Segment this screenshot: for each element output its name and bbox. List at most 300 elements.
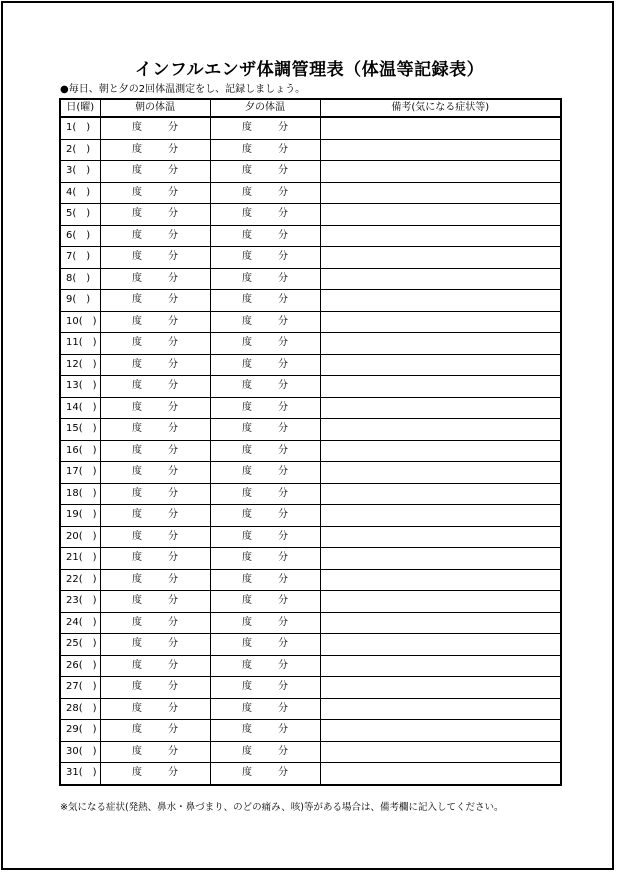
morning-temp-cell[interactable] [100, 247, 210, 269]
day-number: 5 [66, 208, 73, 220]
table-row [60, 741, 561, 763]
day-cell [60, 462, 100, 484]
day-number: 17 [66, 466, 79, 478]
weekday-blank: ( ) [78, 509, 97, 521]
day-number: 14 [66, 401, 79, 413]
morning-temp-cell[interactable] [100, 161, 210, 183]
degree-unit: 度 [132, 487, 142, 499]
table-row [60, 483, 561, 505]
notes-cell[interactable] [320, 182, 561, 204]
minute-unit: 分 [278, 595, 288, 607]
evening-temp-cell[interactable] [210, 483, 320, 505]
day-number: 11 [66, 337, 79, 349]
weekday-blank: ( ) [78, 681, 97, 693]
degree-unit: 度 [242, 659, 252, 671]
table-row [60, 247, 561, 269]
minute-unit: 分 [278, 487, 288, 499]
degree-unit: 度 [132, 294, 142, 306]
day-cell [60, 290, 100, 312]
day-cell [60, 634, 100, 656]
morning-temp-cell[interactable] [100, 354, 210, 376]
degree-unit: 度 [132, 401, 142, 413]
degree-unit: 度 [242, 552, 252, 564]
table-row [60, 462, 561, 484]
table-header-row [60, 99, 561, 117]
weekday-blank: ( ) [78, 487, 97, 499]
degree-unit: 度 [132, 638, 142, 650]
morning-temp-cell[interactable] [100, 311, 210, 333]
weekday-blank: ( ) [78, 702, 97, 714]
evening-temp-cell[interactable] [210, 139, 320, 161]
minute-unit: 分 [278, 272, 288, 284]
table-row [60, 612, 561, 634]
morning-temp-cell[interactable] [100, 591, 210, 613]
notes-cell[interactable] [320, 376, 561, 398]
minute-unit: 分 [168, 466, 178, 478]
minute-unit: 分 [278, 122, 288, 134]
weekday-blank: ( ) [78, 552, 97, 564]
degree-unit: 度 [132, 444, 142, 456]
notes-cell[interactable] [320, 483, 561, 505]
evening-temp-cell[interactable] [210, 548, 320, 570]
minute-unit: 分 [278, 466, 288, 478]
notes-cell[interactable] [320, 569, 561, 591]
degree-unit: 度 [242, 358, 252, 370]
weekday-blank: ( ) [72, 294, 91, 306]
notes-cell[interactable] [320, 419, 561, 441]
table-row [60, 440, 561, 462]
degree-unit: 度 [132, 702, 142, 714]
table-row [60, 419, 561, 441]
notes-cell[interactable] [320, 247, 561, 269]
day-cell [60, 655, 100, 677]
notes-cell[interactable] [320, 462, 561, 484]
table-row [60, 720, 561, 742]
notes-cell[interactable] [320, 505, 561, 527]
degree-unit: 度 [132, 186, 142, 198]
weekday-blank: ( ) [78, 767, 97, 779]
minute-unit: 分 [278, 358, 288, 370]
day-number: 19 [66, 509, 79, 521]
table-row [60, 548, 561, 570]
notes-cell[interactable] [320, 677, 561, 699]
notes-cell[interactable] [320, 225, 561, 247]
minute-unit: 分 [168, 767, 178, 779]
notes-cell[interactable] [320, 268, 561, 290]
evening-temp-cell[interactable] [210, 698, 320, 720]
degree-unit: 度 [242, 573, 252, 585]
day-number: 7 [66, 251, 73, 263]
footnote: ※気になる症状(発熱、鼻水・鼻づまり、のどの痛み、咳)等がある場合は、備考欄に記入してください。 [60, 802, 504, 813]
degree-unit: 度 [132, 251, 142, 263]
minute-unit: 分 [168, 229, 178, 241]
notes-cell[interactable] [320, 139, 561, 161]
degree-unit: 度 [132, 745, 142, 757]
morning-temp-cell[interactable] [100, 763, 210, 785]
day-number: 24 [66, 616, 79, 628]
minute-unit: 分 [168, 487, 178, 499]
morning-temp-cell[interactable] [100, 526, 210, 548]
minute-unit: 分 [168, 638, 178, 650]
notes-cell[interactable] [320, 204, 561, 226]
morning-temp-cell[interactable] [100, 139, 210, 161]
minute-unit: 分 [168, 272, 178, 284]
minute-unit: 分 [278, 380, 288, 392]
day-number: 12 [66, 358, 79, 370]
table-body [60, 117, 561, 785]
table-row [60, 591, 561, 613]
day-cell [60, 505, 100, 527]
degree-unit: 度 [132, 143, 142, 155]
table-row [60, 117, 561, 139]
minute-unit: 分 [168, 616, 178, 628]
day-number: 15 [66, 423, 79, 435]
day-number: 3 [66, 165, 73, 177]
weekday-blank: ( ) [78, 724, 97, 736]
day-number: 21 [66, 552, 79, 564]
notes-cell[interactable] [320, 591, 561, 613]
day-number: 2 [66, 143, 73, 155]
table-row [60, 397, 561, 419]
morning-temp-cell[interactable] [100, 720, 210, 742]
notes-cell[interactable] [320, 354, 561, 376]
minute-unit: 分 [168, 745, 178, 757]
evening-temp-cell[interactable] [210, 677, 320, 699]
evening-temp-cell[interactable] [210, 268, 320, 290]
degree-unit: 度 [242, 724, 252, 736]
minute-unit: 分 [168, 186, 178, 198]
minute-unit: 分 [168, 358, 178, 370]
day-cell [60, 419, 100, 441]
degree-unit: 度 [132, 272, 142, 284]
morning-temp-cell[interactable] [100, 182, 210, 204]
minute-unit: 分 [168, 509, 178, 521]
minute-unit: 分 [278, 208, 288, 220]
evening-temp-cell[interactable] [210, 440, 320, 462]
day-number: 20 [66, 530, 79, 542]
morning-temp-cell[interactable] [100, 505, 210, 527]
day-cell [60, 117, 100, 139]
notes-cell[interactable] [320, 311, 561, 333]
table-row [60, 526, 561, 548]
header-evening-temp: 夕の体温 [210, 99, 320, 117]
notes-cell[interactable] [320, 655, 561, 677]
table-row [60, 505, 561, 527]
evening-temp-cell[interactable] [210, 182, 320, 204]
weekday-blank: ( ) [78, 616, 97, 628]
morning-temp-cell[interactable] [100, 677, 210, 699]
notes-cell[interactable] [320, 117, 561, 139]
evening-temp-cell[interactable] [210, 569, 320, 591]
minute-unit: 分 [278, 251, 288, 263]
degree-unit: 度 [242, 423, 252, 435]
evening-temp-cell[interactable] [210, 526, 320, 548]
table-row [60, 290, 561, 312]
minute-unit: 分 [278, 702, 288, 714]
degree-unit: 度 [242, 767, 252, 779]
weekday-blank: ( ) [78, 401, 97, 413]
morning-temp-cell[interactable] [100, 204, 210, 226]
morning-temp-cell[interactable] [100, 569, 210, 591]
evening-temp-cell[interactable] [210, 591, 320, 613]
weekday-blank: ( ) [78, 745, 97, 757]
notes-cell[interactable] [320, 612, 561, 634]
notes-cell[interactable] [320, 526, 561, 548]
day-cell [60, 569, 100, 591]
table-row [60, 268, 561, 290]
minute-unit: 分 [168, 702, 178, 714]
minute-unit: 分 [168, 530, 178, 542]
weekday-blank: ( ) [78, 573, 97, 585]
table-row [60, 182, 561, 204]
minute-unit: 分 [278, 745, 288, 757]
notes-cell[interactable] [320, 290, 561, 312]
minute-unit: 分 [278, 143, 288, 155]
day-number: 6 [66, 229, 73, 241]
degree-unit: 度 [132, 767, 142, 779]
degree-unit: 度 [132, 552, 142, 564]
minute-unit: 分 [168, 595, 178, 607]
degree-unit: 度 [242, 122, 252, 134]
weekday-blank: ( ) [78, 659, 97, 671]
evening-temp-cell[interactable] [210, 117, 320, 139]
morning-temp-cell[interactable] [100, 655, 210, 677]
morning-temp-cell[interactable] [100, 440, 210, 462]
weekday-blank: ( ) [72, 272, 91, 284]
degree-unit: 度 [242, 595, 252, 607]
weekday-blank: ( ) [72, 229, 91, 241]
day-cell [60, 698, 100, 720]
day-number: 30 [66, 745, 79, 757]
day-number: 26 [66, 659, 79, 671]
table-row [60, 569, 561, 591]
minute-unit: 分 [278, 423, 288, 435]
evening-temp-cell[interactable] [210, 419, 320, 441]
day-cell [60, 526, 100, 548]
degree-unit: 度 [242, 401, 252, 413]
table-row [60, 225, 561, 247]
evening-temp-cell[interactable] [210, 612, 320, 634]
weekday-blank: ( ) [78, 358, 97, 370]
degree-unit: 度 [242, 294, 252, 306]
weekday-blank: ( ) [78, 337, 97, 349]
evening-temp-cell[interactable] [210, 397, 320, 419]
day-number: 27 [66, 681, 79, 693]
weekday-blank: ( ) [78, 530, 97, 542]
minute-unit: 分 [278, 638, 288, 650]
minute-unit: 分 [168, 143, 178, 155]
weekday-blank: ( ) [78, 444, 97, 456]
degree-unit: 度 [242, 229, 252, 241]
day-cell [60, 225, 100, 247]
evening-temp-cell[interactable] [210, 290, 320, 312]
morning-temp-cell[interactable] [100, 225, 210, 247]
morning-temp-cell[interactable] [100, 634, 210, 656]
evening-temp-cell[interactable] [210, 741, 320, 763]
notes-cell[interactable] [320, 763, 561, 785]
notes-cell[interactable] [320, 741, 561, 763]
day-cell [60, 483, 100, 505]
degree-unit: 度 [242, 315, 252, 327]
degree-unit: 度 [242, 466, 252, 478]
minute-unit: 分 [168, 251, 178, 263]
morning-temp-cell[interactable] [100, 268, 210, 290]
weekday-blank: ( ) [78, 466, 97, 478]
degree-unit: 度 [242, 337, 252, 349]
minute-unit: 分 [168, 401, 178, 413]
notes-cell[interactable] [320, 161, 561, 183]
evening-temp-cell[interactable] [210, 333, 320, 355]
minute-unit: 分 [278, 165, 288, 177]
day-number: 4 [66, 186, 73, 198]
day-cell [60, 247, 100, 269]
day-number: 28 [66, 702, 79, 714]
table-row [60, 376, 561, 398]
evening-temp-cell[interactable] [210, 376, 320, 398]
header-notes: 備考(気になる症状等) [320, 99, 561, 117]
minute-unit: 分 [278, 229, 288, 241]
weekday-blank: ( ) [78, 638, 97, 650]
morning-temp-cell[interactable] [100, 698, 210, 720]
notes-cell[interactable] [320, 397, 561, 419]
morning-temp-cell[interactable] [100, 741, 210, 763]
day-cell [60, 311, 100, 333]
day-cell [60, 548, 100, 570]
day-cell [60, 139, 100, 161]
table-row [60, 354, 561, 376]
day-cell [60, 677, 100, 699]
notes-cell[interactable] [320, 440, 561, 462]
day-number: 16 [66, 444, 79, 456]
degree-unit: 度 [132, 423, 142, 435]
evening-temp-cell[interactable] [210, 354, 320, 376]
notes-cell[interactable] [320, 333, 561, 355]
table-row [60, 634, 561, 656]
evening-temp-cell[interactable] [210, 505, 320, 527]
degree-unit: 度 [242, 208, 252, 220]
day-cell [60, 204, 100, 226]
degree-unit: 度 [132, 208, 142, 220]
degree-unit: 度 [242, 380, 252, 392]
table-row [60, 677, 561, 699]
day-cell [60, 720, 100, 742]
evening-temp-cell[interactable] [210, 763, 320, 785]
notes-cell[interactable] [320, 720, 561, 742]
minute-unit: 分 [168, 724, 178, 736]
header-day: 日(曜) [60, 99, 100, 117]
table-row [60, 333, 561, 355]
header-morning-temp: 朝の体温 [100, 99, 210, 117]
evening-temp-cell[interactable] [210, 462, 320, 484]
minute-unit: 分 [168, 380, 178, 392]
morning-temp-cell[interactable] [100, 483, 210, 505]
evening-temp-cell[interactable] [210, 247, 320, 269]
notes-cell[interactable] [320, 698, 561, 720]
minute-unit: 分 [278, 509, 288, 521]
degree-unit: 度 [242, 186, 252, 198]
minute-unit: 分 [168, 681, 178, 693]
day-cell [60, 397, 100, 419]
degree-unit: 度 [132, 380, 142, 392]
table-row [60, 204, 561, 226]
evening-temp-cell[interactable] [210, 204, 320, 226]
minute-unit: 分 [168, 423, 178, 435]
evening-temp-cell[interactable] [210, 720, 320, 742]
day-number: 25 [66, 638, 79, 650]
page-title: インフルエンザ体調管理表（体温等記録表） [134, 60, 485, 80]
day-cell [60, 741, 100, 763]
weekday-blank: ( ) [78, 315, 97, 327]
minute-unit: 分 [278, 724, 288, 736]
degree-unit: 度 [242, 530, 252, 542]
day-cell [60, 161, 100, 183]
morning-temp-cell[interactable] [100, 419, 210, 441]
day-number: 18 [66, 487, 79, 499]
minute-unit: 分 [168, 315, 178, 327]
day-cell [60, 376, 100, 398]
degree-unit: 度 [132, 337, 142, 349]
degree-unit: 度 [242, 702, 252, 714]
weekday-blank: ( ) [72, 165, 91, 177]
degree-unit: 度 [132, 509, 142, 521]
degree-unit: 度 [132, 466, 142, 478]
degree-unit: 度 [242, 165, 252, 177]
table-row [60, 139, 561, 161]
minute-unit: 分 [278, 401, 288, 413]
degree-unit: 度 [132, 358, 142, 370]
degree-unit: 度 [242, 143, 252, 155]
minute-unit: 分 [168, 573, 178, 585]
day-cell [60, 763, 100, 785]
day-number: 10 [66, 315, 79, 327]
evening-temp-cell[interactable] [210, 311, 320, 333]
minute-unit: 分 [278, 337, 288, 349]
temperature-log-table [59, 98, 562, 786]
notes-cell[interactable] [320, 634, 561, 656]
evening-temp-cell[interactable] [210, 161, 320, 183]
notes-cell[interactable] [320, 548, 561, 570]
weekday-blank: ( ) [78, 380, 97, 392]
minute-unit: 分 [278, 444, 288, 456]
evening-temp-cell[interactable] [210, 225, 320, 247]
degree-unit: 度 [132, 122, 142, 134]
minute-unit: 分 [278, 573, 288, 585]
degree-unit: 度 [132, 573, 142, 585]
morning-temp-cell[interactable] [100, 397, 210, 419]
morning-temp-cell[interactable] [100, 333, 210, 355]
day-cell [60, 591, 100, 613]
minute-unit: 分 [168, 122, 178, 134]
minute-unit: 分 [278, 616, 288, 628]
morning-temp-cell[interactable] [100, 462, 210, 484]
evening-temp-cell[interactable] [210, 634, 320, 656]
morning-temp-cell[interactable] [100, 612, 210, 634]
day-cell [60, 333, 100, 355]
morning-temp-cell[interactable] [100, 117, 210, 139]
morning-temp-cell[interactable] [100, 290, 210, 312]
minute-unit: 分 [278, 681, 288, 693]
morning-temp-cell[interactable] [100, 376, 210, 398]
degree-unit: 度 [242, 251, 252, 263]
minute-unit: 分 [278, 294, 288, 306]
day-number: 13 [66, 380, 79, 392]
degree-unit: 度 [242, 509, 252, 521]
evening-temp-cell[interactable] [210, 655, 320, 677]
degree-unit: 度 [132, 229, 142, 241]
morning-temp-cell[interactable] [100, 548, 210, 570]
weekday-blank: ( ) [72, 208, 91, 220]
degree-unit: 度 [242, 487, 252, 499]
